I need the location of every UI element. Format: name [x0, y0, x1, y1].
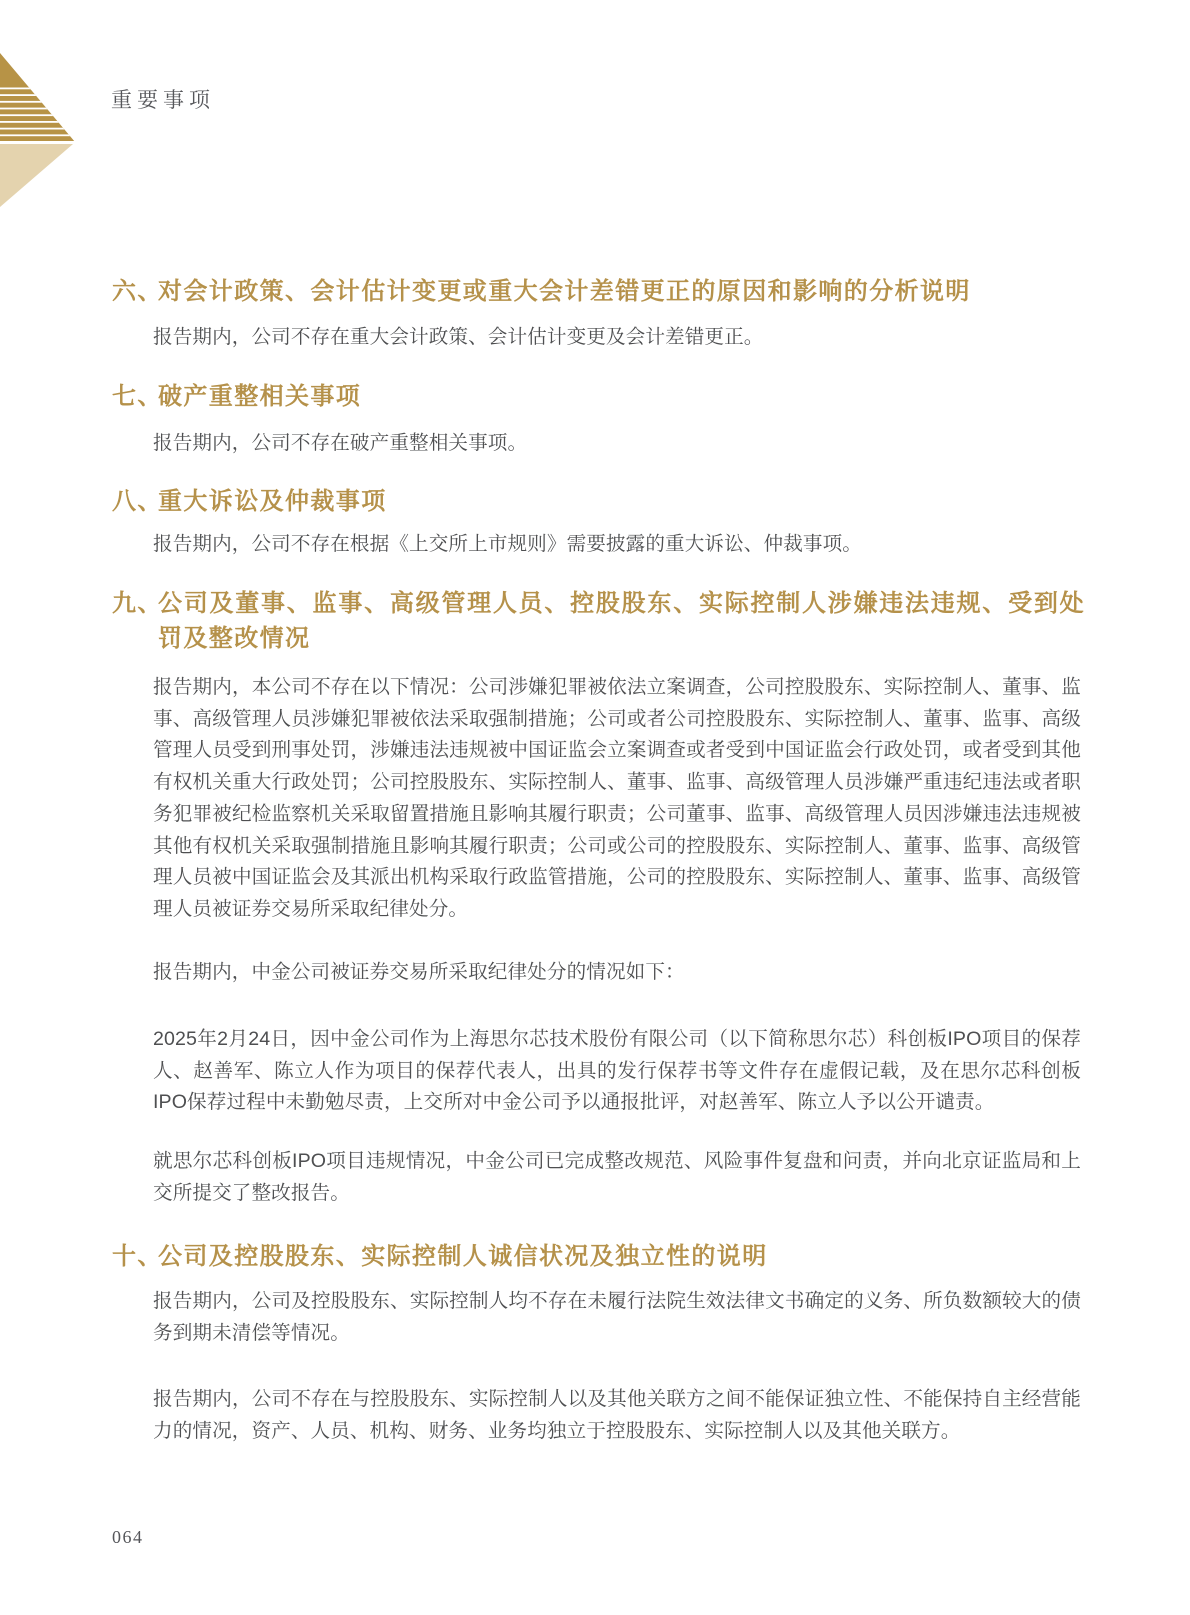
section-9-paragraph-2: 报告期内，中金公司被证券交易所采取纪律处分的情况如下：	[153, 961, 685, 983]
corner-triangle-logo	[0, 53, 78, 207]
section-8-title: 重大诉讼及仲裁事项	[158, 488, 387, 515]
section-9-heading	[112, 586, 1085, 656]
section-7-heading	[112, 379, 1085, 414]
section-8-paragraph-1: 报告期内，公司不存在根据《上交所上市规则》需要披露的重大诉讼、仲裁事项。	[153, 533, 862, 555]
section-9-paragraph-1: 报告期内，本公司不存在以下情况：公司涉嫌犯罪被依法立案调查，公司控股股东、实际控制人、董事、监事、高级管理人员涉嫌犯罪被依法采取强制措施；公司或者公司控股股东、实际控制人、董事、监事、高级管理人员受到刑事处罚，涉嫌违法违规被中国证监会立案调查或者受到中国证监会行政处罚，或者受到其他有权机关重大行政处罚；公司控股股东、实际控制人、董事、监事、高级管理人员涉嫌严重违纪违法或者职务犯罪被纪检监察机关采取留置措施且影响其履行职责；公司董事、监事、高级管理人员因涉嫌违法违规被其他有权机关采取强制措施且影响其履行职责；公司或公司的控股股东、实际控制人、董事、监事、高级管理人员被中国证监会及其派出机构采取行政监管措施，公司的控股股东、实际控制人、董事、监事、高级管理人员被证券交易所采取纪律处分。	[153, 676, 1081, 920]
section-10-number: 十、	[112, 1243, 163, 1270]
section-6-title: 对会计政策、会计估计变更或重大会计差错更正的原因和影响的分析说明	[158, 278, 971, 305]
section-10-title: 公司及控股股东、实际控制人诚信状况及独立性的说明	[158, 1243, 768, 1270]
section-10-paragraph-1: 报告期内，公司及控股股东、实际控制人均不存在未履行法院生效法律文书确定的义务、所负数额较大的债务到期未清偿等情况。	[153, 1290, 1081, 1344]
section-8-heading	[112, 484, 1085, 519]
section-6-number: 六、	[112, 278, 163, 305]
section-9-paragraph-4: 就思尔芯科创板IPO项目违规情况，中金公司已完成整改规范、风险事件复盘和问责，并向北京证监局和上交所提交了整改报告。	[153, 1150, 1081, 1204]
section-10-heading	[112, 1239, 1085, 1274]
section-7-paragraph-1: 报告期内，公司不存在破产重整相关事项。	[153, 432, 528, 454]
section-8-number: 八、	[112, 488, 163, 515]
section-6-paragraph-1: 报告期内，公司不存在重大会计政策、会计估计变更及会计差错更正。	[153, 326, 764, 348]
page-header-title: 重要事项	[111, 88, 215, 112]
section-9-title: 公司及董事、监事、高级管理人员、控股股东、实际控制人涉嫌违法违规、受到处罚及整改情况	[158, 590, 1085, 652]
logo-separator	[0, 141, 78, 144]
section-7-number: 七、	[112, 383, 163, 410]
logo-tan-triangle	[0, 144, 73, 207]
section-9-paragraph-3: 2025年2月24日，因中金公司作为上海思尔芯技术股份有限公司（以下简称思尔芯）科创板IPO项目的保荐人、赵善军、陈立人作为项目的保荐代表人，出具的发行保荐书等文件存在虚假记载，及在思尔芯科创板IPO保荐过程中未勤勉尽责，上交所对中金公司予以通报批评，对赵善军、陈立人予以公开谴责。	[153, 1028, 1081, 1114]
section-6-heading	[112, 274, 1085, 309]
section-10-paragraph-2: 报告期内，公司不存在与控股股东、实际控制人以及其他关联方之间不能保证独立性、不能保持自主经营能力的情况，资产、人员、机构、财务、业务均独立于控股股东、实际控制人以及其他关联方。	[153, 1388, 1081, 1442]
section-9-number: 九、	[112, 590, 163, 617]
page-number: 064	[112, 1527, 144, 1547]
section-7-title: 破产重整相关事项	[158, 383, 362, 410]
